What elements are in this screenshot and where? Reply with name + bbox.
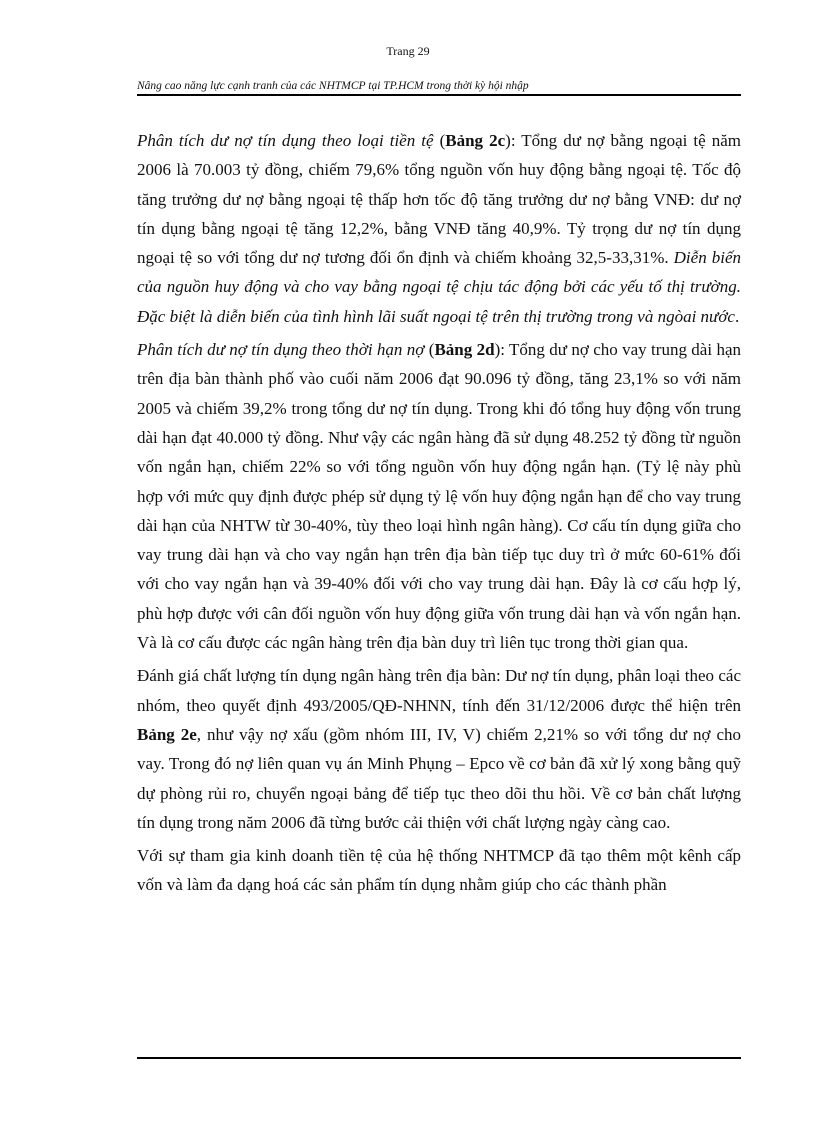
paragraph-credit-by-currency bbox=[137, 126, 741, 331]
paragraph-body: Với sự tham gia kinh doanh tiền tệ của hệ thống NHTMCP đã tạo thêm một kênh cấp vốn và làm đa dạng hoá các sản phẩm tín dụng nhằm giúp cho các thành phần bbox=[137, 846, 741, 895]
page-number: Trang 29 bbox=[386, 44, 430, 58]
body-text bbox=[137, 126, 741, 900]
paragraph-body: , như vậy nợ xấu (gồm nhóm III, IV, V) chiếm 2,21% so với tổng dư nợ cho vay. Trong đó nợ liên quan vụ án Minh Phụng – Epco về cơ bản đã xử lý xong bằng quỹ dự phòng rủi ro, chuyển ngoại bảng để tiếp tục theo dõi thu hồi. Về cơ bản chất lượng tín dụng trong năm 2006 đã từng bước cải thiện với chất lượng ngày càng cao. bbox=[137, 724, 741, 832]
paren: ( bbox=[424, 340, 435, 360]
table-reference: Bảng 2d bbox=[434, 340, 495, 360]
paren: ( bbox=[433, 131, 446, 150]
paragraph-end: . bbox=[734, 306, 740, 326]
paragraph-lead: Phân tích dư nợ tín dụng theo loại tiền tệ bbox=[137, 131, 434, 150]
header-rule bbox=[137, 94, 741, 96]
footer-rule bbox=[137, 1057, 741, 1059]
paragraph-body: ): Tổng dư nợ bằng ngoại tệ năm 2006 là 70.003 tỷ đồng, chiếm 79,6% tổng nguồn vốn huy động bằng ngoại tệ. Tốc độ tăng trưởng dư nợ bằng ngoại tệ thấp hơn tốc độ tăng trưởng dư nợ bằng VNĐ: dư nợ tín dụng bằng ngoại tệ tăng 12,2%, bằng VNĐ tăng 40,9%. Tỷ trọng dư nợ tín dụng ngoại tệ so với tổng dư nợ tương đối ổn định và chiếm khoảng 32,5-33,31%. bbox=[137, 131, 741, 268]
paragraph-credit-quality bbox=[137, 661, 741, 837]
paragraph-italic-tail: Diễn biến của nguồn huy động và cho vay bằng ngoại tệ chịu tác động bởi các yếu tố thị trường. Đặc biệt là diễn biến của tình hình lãi suất ngoại tệ trên thị trường trong và ngòai nước bbox=[137, 248, 741, 326]
paragraph-nhtmcp-participation bbox=[137, 841, 741, 900]
table-reference: Bảng 2e bbox=[137, 724, 197, 744]
paragraph-credit-by-term bbox=[137, 335, 741, 657]
paragraph-body: Đánh giá chất lượng tín dụng ngân hàng trên địa bàn: Dư nợ tín dụng, phân loại theo các nhóm, theo quyết định 493/2005/QĐ-NHNN, tính đến 31/12/2006 được thể hiện trên bbox=[137, 666, 741, 715]
table-reference: Bảng 2c bbox=[445, 131, 506, 150]
paragraph-body: ): Tổng dư nợ cho vay trung dài hạn trên địa bàn thành phố vào cuối năm 2006 đạt 90.096 tỷ đồng, tăng 23,1% so với năm 2005 và chiếm 39,2% trong tổng dư nợ tín dụng. Trong khi đó tổng huy động vốn trung dài hạn đạt 40.000 tỷ đồng. Như vậy các ngân hàng đã sử dụng 48.252 tỷ đồng từ nguồn vốn ngắn hạn, chiếm 22% so với tổng nguồn vốn huy động ngắn hạn. (Tỷ lệ này phù hợp với mức quy định được phép sử dụng tỷ lệ vốn huy động ngắn hạn để cho vay trung dài hạn của NHTW từ 30-40%, tùy theo loại hình ngân hàng). Cơ cấu tín dụng giữa cho vay trung dài hạn và cho vay ngắn hạn trên địa bàn tiếp tục duy trì ở mức 60-61% đối với cho vay ngắn hạn và 39-40% đối với cho vay trung dài hạn. Đây là cơ cấu hợp lý, phù hợp được với cân đối nguồn vốn huy động giữa vốn trung dài hạn và vốn ngắn hạn. Và là cơ cấu được các ngân hàng trên địa bàn duy trì liên tục trong thời gian qua. bbox=[137, 340, 741, 653]
running-header: Nâng cao năng lực cạnh tranh của các NHTMCP tại TP.HCM trong thời kỳ hội nhập bbox=[137, 80, 529, 92]
paragraph-lead: Phân tích dư nợ tín dụng theo thời hạn nợ bbox=[137, 340, 425, 360]
